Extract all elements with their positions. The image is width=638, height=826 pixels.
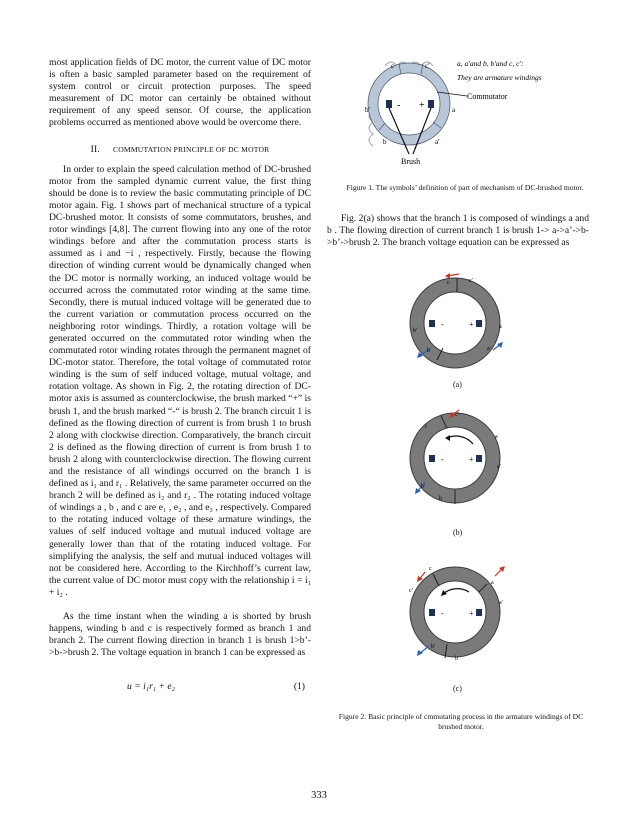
fig2c-label-c-prime: c′ [409,588,413,594]
right-column-paragraph [327,213,589,249]
fig2a-label-c: c [447,280,450,286]
brush-minus-b [429,455,435,462]
fig1-label-b: b [383,138,387,146]
fig2b-label-a-prime: a′ [497,464,501,470]
fig1-label-c-prime: c′ [425,62,430,70]
fig2b-plus: + [469,455,474,464]
brush-minus-c [429,609,435,616]
fig2c-minus: - [441,609,444,618]
commutator-ring [373,68,445,140]
figure-1 [327,52,589,172]
brush-plus-a [476,320,482,327]
brush-plus-c [476,609,482,616]
brush-plus [428,100,434,108]
fig2a-plus: + [469,320,474,329]
fig1-legend-line2: They are armature windings [457,73,542,82]
fig2a-label-a-prime: a′ [487,346,491,352]
figure-2c-label: (c) [453,684,462,693]
fig1-brush-label: Brush [401,157,421,166]
fig2a-label-b: b [427,348,430,354]
fig2a-label-c-prime: c′ [469,278,473,284]
fig2b-minus: - [441,455,444,464]
figure-2a [395,268,525,378]
intro-paragraph: most application fields of DC motor, the current value of DC motor is often a basic sampled parameter based on the requirement of system control or circuit protection purposes. The speed measurement of DC motor can certainly be obtained without requirement of any speed sensor. Of course, the application problems occurred as mentioned above would be overcome there. [49,57,311,129]
fig2b-label-a: a [495,434,498,440]
fig1-minus-label: - [397,100,401,111]
figure-1-caption: Figure 1. The symbols’ definition of part of mechanism of DC-brushed motor. [346,183,584,192]
equation-1 [49,677,311,701]
main-paragraph: In order to explain the speed calculation method of DC-brushed motor from the sampled dynamic current value, the first thing should be done is to review the basic commutating principle of DC motor again. Fig. 1 shows part of mechanical structure of a typical DC-brushed motor. It consists of some commutators, brushes, and rotor windings [4,8]. The current flowing into any one of the rotor windings before and after the commutation process starts is assumed as i and −i , respectively. Firstly, because the flowing direction of winding current would be dynamically changed when the DC motor is normally working, an induced voltage would be occurred across the commutated rotor winding at the same time. Secondly, there is mutual induced voltage will be generated due to the current variation or commutation process occurred on the neighboring rotor windings. Thirdly, a rotation voltage will be generated occurred on the commutated rotor winding when the commutated rotor winding rotates through the permanent magnet of DC-motor stator. Therefore, the total voltage of commutated rotor winding is the sum of self induced voltage, mutual voltage, and rotation voltage. As shown in Fig. 2, the rotating direction of DC-motor axis is assumed as counterclockwise, the brush marked “+” is brush 1, and the brush marked “-“ is brush 2. The branch circuit 1 is defined as the flowing direction of current is from brush 1 to brush 2 along with clockwise direction. Comparatively, the branch circuit 2 is defined as the flowing direction of current is from brush 1 to brush 2 along with counterclockwise direction. The flowing current and the resistance of all windings occurred on the branch 1 is defined as i₁ and r₁ . Relatively, the same parameter occurred on the branch 2 will be defined as i₂ and r₂ . The rotating induced voltage of windings a , b , and c are e₁ , e₂ , and e₃ , respectively. Compared to the rotating induced voltage of these armature windings, the values of self induced voltage and mutual induced voltage are generally lower than that of the rotating induced voltage. For simplifying the analysis, the self and mutual induced voltages will not be considered here. According to the Kirchhoff’s current law, the current value of DC motor must copy with the relationship i = i₁ + i₂ . [49,163,311,598]
fig2c-label-a: a [491,580,494,586]
fig2a-label-b-prime: b′ [413,328,418,334]
rotation-arrow-b [447,436,473,444]
figure-2c [395,562,525,672]
section-number: II. [90,143,100,155]
fig1-commutator-label: Commutator [467,92,508,101]
figure-2b [395,408,525,518]
fig2c-label-c: c [429,566,432,572]
fig2b-label-c: c [425,424,428,430]
figure-2-caption: Figure 2. Basic principle of cmmutating process in the armature windings of DC brushed motor. [338,712,584,731]
fig1-label-a-prime: a′ [435,138,440,146]
brush-minus [386,100,392,108]
fig2b-label-c-prime: c′ [455,412,459,418]
rotation-arrow-c [443,589,469,594]
equation-expression: u = i₁r₁ + e₂ [127,681,176,693]
equation-number: (1) [293,681,305,693]
fig2c-plus: + [469,609,474,618]
fig1-label-a: a [452,106,456,114]
fig1-plus-label: + [419,100,425,111]
section-heading [49,144,311,156]
fig2-paragraph: Fig. 2(a) shows that the branch 1 is composed of windings a and b . The flowing direction of current branch 1 is brush 1-> a->a’->b->b’->brush 2. The branch voltage equation can be expressed as [327,213,589,249]
figure-2b-label: (b) [453,528,463,537]
page-number: 333 [311,790,327,801]
brush-plus-b [476,455,482,462]
fig1-label-b-prime: b′ [365,106,371,114]
left-column [49,57,311,701]
figure-2a-label: (a) [453,380,462,389]
fig1-label-c: c [391,62,395,70]
branch-paragraph: As the time instant when the winding a is shorted by brush happens, winding b and c is respectively formed as branch 1 and branch 2. The current flowing direction in branch 1 is brush 1>b’->b->brush 2. The voltage equation in branch 1 can be expressed as [49,611,311,659]
fig2a-minus: - [441,320,444,329]
fig2a-label-a: a [499,324,502,330]
fig2b-label-b: b [439,496,442,502]
fig2c-label-b-prime: b′ [431,644,436,650]
fig2c-label-a-prime: a′ [499,600,503,606]
fig1-legend-line1: a, a′and b, b′and c, c′: [457,59,524,68]
section-title: COMMUTATION PRINCIPLE OF DC MOTOR [112,144,270,154]
brush-minus-a [429,320,435,327]
fig2c-label-b: b [455,656,458,662]
fig2b-label-b-prime: b′ [421,484,426,490]
